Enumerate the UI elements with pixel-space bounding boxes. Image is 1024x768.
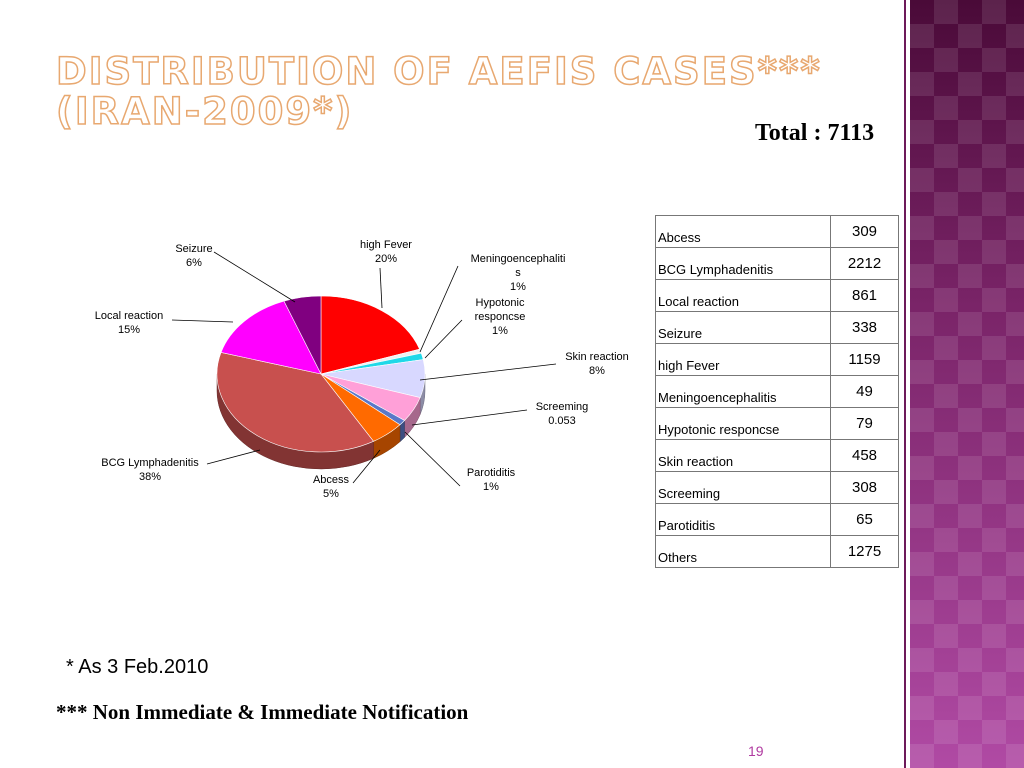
row-value: 861	[831, 280, 899, 312]
table-row	[656, 504, 899, 536]
leader-line	[412, 410, 527, 425]
row-value: 1275	[831, 536, 899, 568]
row-value: 65	[831, 504, 899, 536]
table-row	[656, 472, 899, 504]
row-value: 308	[831, 472, 899, 504]
slice-label-line: 8%	[589, 365, 605, 377]
row-label: high Fever	[656, 344, 831, 376]
cases-table-body	[656, 216, 899, 568]
slice-label	[536, 401, 589, 427]
slice-label-line: Hypotonic	[475, 297, 525, 309]
row-label: Hypotonic responcse	[656, 408, 831, 440]
slice-label-line: Seizure	[175, 243, 213, 255]
leader-line	[420, 266, 458, 352]
slice-label-line: Meningoencephaliti	[470, 253, 566, 265]
slice-label	[175, 243, 212, 269]
table-row	[656, 408, 899, 440]
leader-line	[207, 450, 260, 464]
table-row	[656, 376, 899, 408]
slice-label-line: responcse	[474, 311, 526, 323]
row-label: BCG Lymphadenitis	[656, 248, 831, 280]
row-label: Seizure	[656, 312, 831, 344]
slice-label-line: 38%	[138, 471, 162, 483]
slice-label-line: Abcess	[312, 474, 350, 486]
slice-label-line: 15%	[117, 324, 141, 336]
slice-label-line: Parotiditis	[466, 467, 516, 479]
slice-label-line: BCG Lymphadenitis	[101, 457, 199, 469]
slice-label-line: Local reaction	[94, 310, 164, 322]
cases-table	[655, 215, 899, 568]
slice-label	[475, 297, 526, 337]
slice-label	[471, 253, 566, 293]
leader-line	[420, 364, 556, 380]
pie-top-layer	[217, 296, 425, 452]
row-label: Others	[656, 536, 831, 568]
footnote-date: * As 3 Feb.2010	[66, 656, 209, 678]
slice-label-line: 0.053	[548, 415, 576, 427]
slice-label-line: 1%	[510, 281, 526, 293]
row-label: Screeming	[656, 472, 831, 504]
slice-label-line: s	[515, 267, 521, 279]
slice-label	[360, 239, 412, 265]
page-number: 19	[748, 743, 764, 759]
row-value: 338	[831, 312, 899, 344]
slice-label-line: high Fever	[360, 239, 412, 251]
decorative-side-panel	[910, 0, 1024, 768]
slice-label-line: 5%	[323, 488, 339, 500]
title-line-1: DISTRIBUTION OF AEFIS CASES***	[56, 50, 822, 93]
table-row	[656, 312, 899, 344]
table-row	[656, 344, 899, 376]
row-label: Abcess	[656, 216, 831, 248]
row-label: Local reaction	[656, 280, 831, 312]
row-value: 49	[831, 376, 899, 408]
slice-label-line: 1%	[483, 481, 499, 493]
slice-label-line: 1%	[492, 325, 508, 337]
table-row	[656, 216, 899, 248]
table-row	[656, 248, 899, 280]
row-label: Meningoencephalitis	[656, 376, 831, 408]
row-label: Skin reaction	[656, 440, 831, 472]
slice-label	[95, 310, 164, 336]
slice-label	[313, 474, 350, 500]
table-row	[656, 536, 899, 568]
row-label: Parotiditis	[656, 504, 831, 536]
leader-line	[380, 268, 382, 308]
row-value: 2212	[831, 248, 899, 280]
leader-line	[425, 320, 462, 358]
slice-label	[565, 351, 629, 377]
row-value: 458	[831, 440, 899, 472]
total-count: Total : 7113	[755, 120, 875, 146]
slice-label	[467, 467, 516, 493]
row-value: 309	[831, 216, 899, 248]
table-row	[656, 440, 899, 472]
slice-label	[101, 457, 199, 483]
slice-label-line: 20%	[374, 253, 398, 265]
row-value: 79	[831, 408, 899, 440]
title-line-2: (IRAN-2009*)	[56, 90, 354, 133]
leader-line	[405, 432, 460, 486]
slice-label-line: Screeming	[535, 401, 589, 413]
leader-line	[172, 320, 233, 322]
table-row	[656, 280, 899, 312]
slice-label-line: Skin reaction	[565, 351, 629, 363]
leader-line	[214, 252, 295, 302]
slice-label-line: 6%	[186, 257, 202, 269]
row-value: 1159	[831, 344, 899, 376]
footnote-notification: *** Non Immediate & Immediate Notification	[56, 700, 469, 724]
